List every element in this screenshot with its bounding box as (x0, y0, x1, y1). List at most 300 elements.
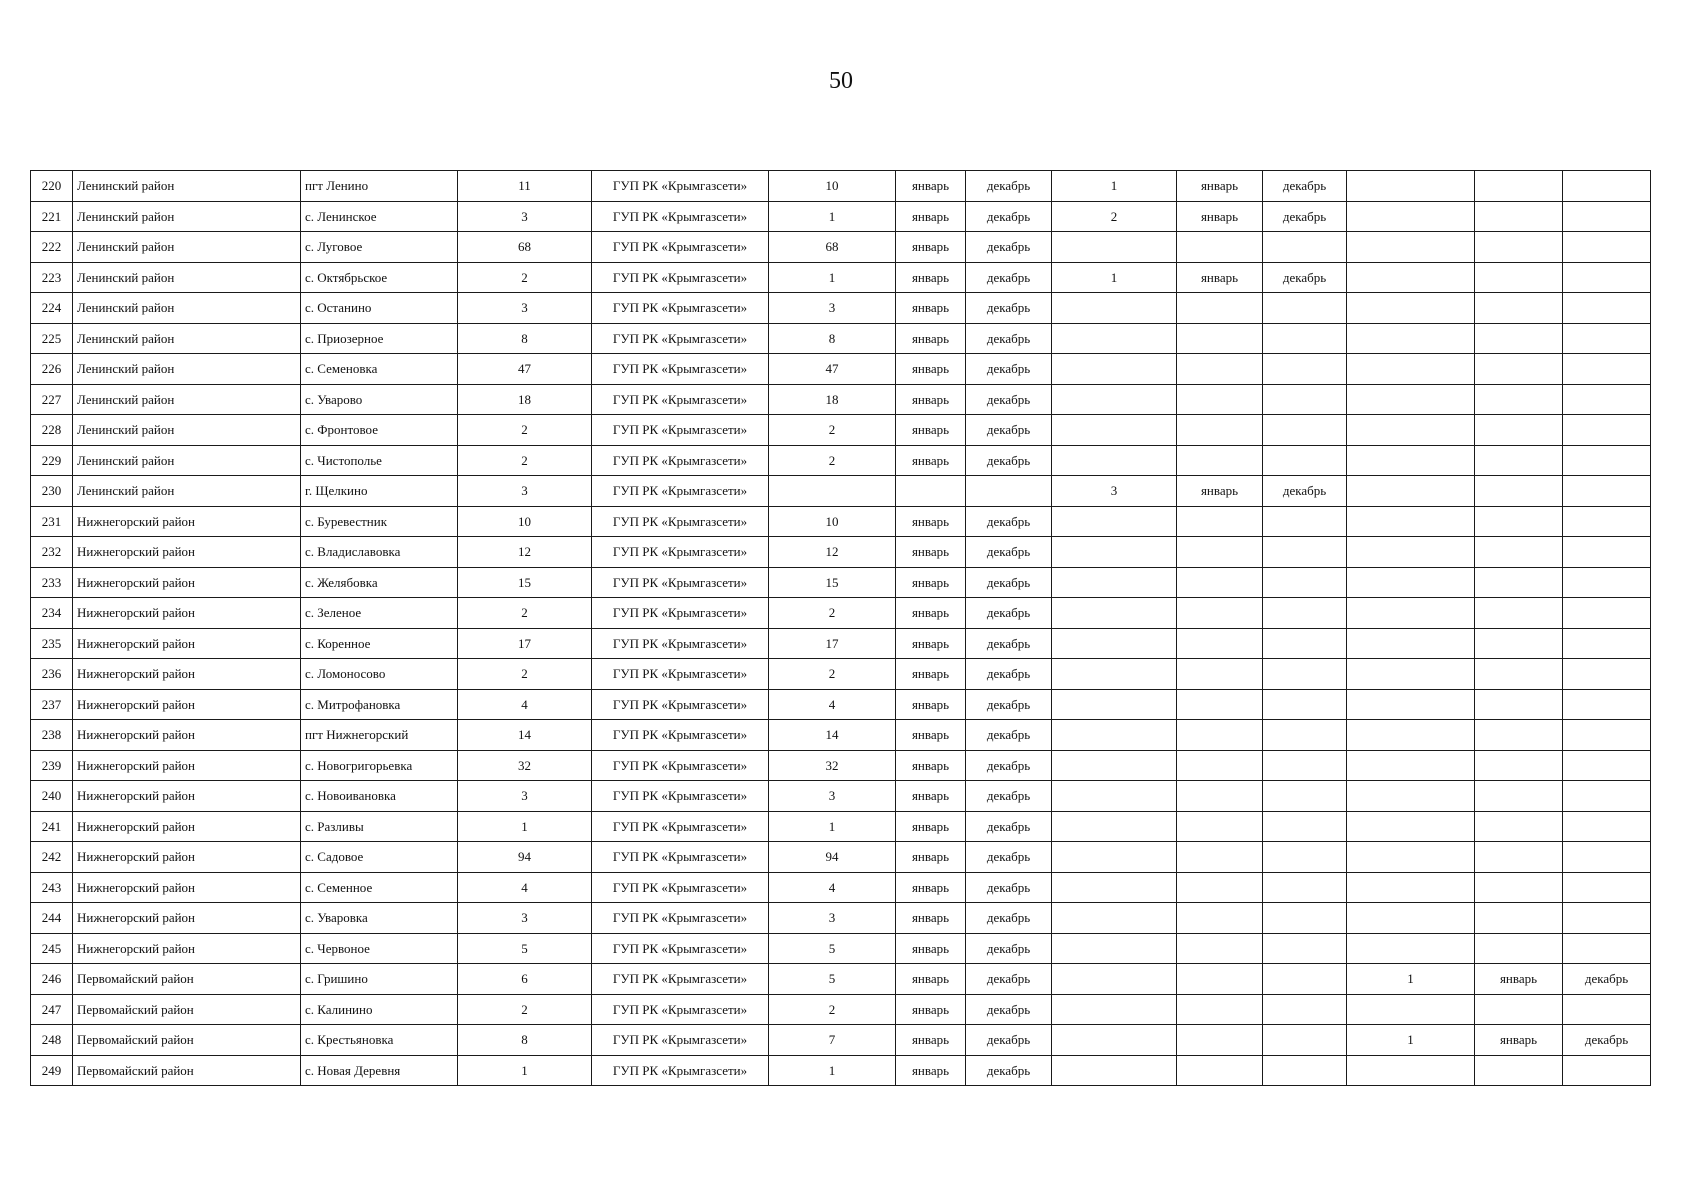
operator-cell: ГУП РК «Крымгазсети» (592, 293, 769, 324)
settlement-cell: пгт Ленино (301, 171, 458, 202)
end-month-a-cell: декабрь (966, 628, 1052, 659)
operator-cell: ГУП РК «Крымгазсети» (592, 750, 769, 781)
start-month-c-cell (1475, 262, 1563, 293)
start-month-b-cell: январь (1177, 201, 1263, 232)
start-month-a-cell: январь (896, 537, 966, 568)
table-row (31, 994, 1651, 1025)
table-row (31, 384, 1651, 415)
start-month-c-cell (1475, 689, 1563, 720)
district-cell: Первомайский район (73, 964, 301, 995)
district-cell: Ленинский район (73, 354, 301, 385)
end-month-c-cell (1563, 720, 1651, 751)
end-month-a-cell: декабрь (966, 201, 1052, 232)
count-b-cell (1052, 872, 1177, 903)
district-cell: Первомайский район (73, 1025, 301, 1056)
end-month-b-cell (1263, 933, 1347, 964)
district-cell: Нижнегорский район (73, 903, 301, 934)
count-c-cell (1347, 781, 1475, 812)
count-b-cell (1052, 964, 1177, 995)
end-month-b-cell (1263, 1055, 1347, 1086)
count-b-cell (1052, 933, 1177, 964)
count-a-cell: 1 (769, 1055, 896, 1086)
district-cell: Нижнегорский район (73, 598, 301, 629)
count-c-cell (1347, 720, 1475, 751)
operator-cell: ГУП РК «Крымгазсети» (592, 506, 769, 537)
count-a-cell: 14 (769, 720, 896, 751)
operator-cell: ГУП РК «Крымгазсети» (592, 262, 769, 293)
district-cell: Нижнегорский район (73, 659, 301, 690)
settlement-cell: пгт Нижнегорский (301, 720, 458, 751)
settlement-cell: с. Крестьяновка (301, 1025, 458, 1056)
end-month-b-cell (1263, 384, 1347, 415)
total-count-cell: 3 (458, 781, 592, 812)
operator-cell: ГУП РК «Крымгазсети» (592, 201, 769, 232)
count-a-cell: 3 (769, 781, 896, 812)
operator-cell: ГУП РК «Крымгазсети» (592, 659, 769, 690)
start-month-a-cell: январь (896, 445, 966, 476)
start-month-c-cell (1475, 354, 1563, 385)
count-b-cell (1052, 506, 1177, 537)
count-c-cell (1347, 811, 1475, 842)
district-cell: Нижнегорский район (73, 720, 301, 751)
table-row (31, 659, 1651, 690)
total-count-cell: 1 (458, 1055, 592, 1086)
start-month-a-cell: январь (896, 354, 966, 385)
start-month-b-cell: январь (1177, 171, 1263, 202)
end-month-c-cell (1563, 811, 1651, 842)
operator-cell: ГУП РК «Крымгазсети» (592, 872, 769, 903)
start-month-b-cell (1177, 445, 1263, 476)
operator-cell: ГУП РК «Крымгазсети» (592, 689, 769, 720)
operator-cell: ГУП РК «Крымгазсети» (592, 720, 769, 751)
table-row (31, 476, 1651, 507)
total-count-cell: 3 (458, 903, 592, 934)
count-c-cell (1347, 628, 1475, 659)
start-month-c-cell (1475, 323, 1563, 354)
end-month-a-cell: декабрь (966, 842, 1052, 873)
table-row (31, 506, 1651, 537)
settlement-cell: с. Семеновка (301, 354, 458, 385)
start-month-a-cell: январь (896, 1025, 966, 1056)
end-month-c-cell (1563, 323, 1651, 354)
count-c-cell (1347, 293, 1475, 324)
count-c-cell: 1 (1347, 1025, 1475, 1056)
end-month-b-cell (1263, 293, 1347, 324)
operator-cell: ГУП РК «Крымгазсети» (592, 903, 769, 934)
end-month-b-cell: декабрь (1263, 201, 1347, 232)
total-count-cell: 17 (458, 628, 592, 659)
table-row (31, 628, 1651, 659)
operator-cell: ГУП РК «Крымгазсети» (592, 1055, 769, 1086)
count-b-cell (1052, 903, 1177, 934)
start-month-c-cell (1475, 171, 1563, 202)
table-body (31, 171, 1651, 1086)
end-month-a-cell: декабрь (966, 903, 1052, 934)
end-month-a-cell: декабрь (966, 750, 1052, 781)
count-b-cell (1052, 659, 1177, 690)
total-count-cell: 14 (458, 720, 592, 751)
start-month-c-cell (1475, 872, 1563, 903)
count-b-cell: 1 (1052, 171, 1177, 202)
total-count-cell: 2 (458, 445, 592, 476)
operator-cell: ГУП РК «Крымгазсети» (592, 781, 769, 812)
count-a-cell: 1 (769, 262, 896, 293)
row-number-cell: 245 (31, 933, 73, 964)
operator-cell: ГУП РК «Крымгазсети» (592, 354, 769, 385)
end-month-a-cell: декабрь (966, 415, 1052, 446)
count-c-cell (1347, 689, 1475, 720)
row-number-cell: 229 (31, 445, 73, 476)
count-c-cell: 1 (1347, 964, 1475, 995)
table-row (31, 537, 1651, 568)
settlement-cell: с. Октябрьское (301, 262, 458, 293)
end-month-a-cell: декабрь (966, 567, 1052, 598)
end-month-b-cell (1263, 842, 1347, 873)
end-month-c-cell (1563, 842, 1651, 873)
total-count-cell: 2 (458, 659, 592, 690)
operator-cell: ГУП РК «Крымгазсети» (592, 445, 769, 476)
end-month-b-cell (1263, 232, 1347, 263)
total-count-cell: 10 (458, 506, 592, 537)
operator-cell: ГУП РК «Крымгазсети» (592, 537, 769, 568)
operator-cell: ГУП РК «Крымгазсети» (592, 598, 769, 629)
count-b-cell (1052, 811, 1177, 842)
start-month-b-cell (1177, 415, 1263, 446)
table-row (31, 232, 1651, 263)
row-number-cell: 228 (31, 415, 73, 446)
table-row (31, 842, 1651, 873)
end-month-a-cell: декабрь (966, 537, 1052, 568)
count-b-cell (1052, 750, 1177, 781)
start-month-c-cell (1475, 201, 1563, 232)
district-cell: Ленинский район (73, 201, 301, 232)
settlement-cell: с. Луговое (301, 232, 458, 263)
district-cell: Ленинский район (73, 445, 301, 476)
start-month-a-cell: январь (896, 262, 966, 293)
end-month-b-cell (1263, 415, 1347, 446)
table-row (31, 293, 1651, 324)
table-row (31, 689, 1651, 720)
district-cell: Нижнегорский район (73, 689, 301, 720)
count-b-cell (1052, 445, 1177, 476)
table-row (31, 720, 1651, 751)
start-month-a-cell: январь (896, 1055, 966, 1086)
district-cell: Ленинский район (73, 415, 301, 446)
count-c-cell (1347, 171, 1475, 202)
table-row (31, 262, 1651, 293)
start-month-c-cell (1475, 1055, 1563, 1086)
count-a-cell: 4 (769, 872, 896, 903)
count-a-cell: 1 (769, 201, 896, 232)
start-month-b-cell: январь (1177, 476, 1263, 507)
start-month-b-cell (1177, 1025, 1263, 1056)
end-month-a-cell: декабрь (966, 506, 1052, 537)
table-row (31, 598, 1651, 629)
start-month-b-cell (1177, 628, 1263, 659)
start-month-a-cell: январь (896, 323, 966, 354)
start-month-c-cell (1475, 903, 1563, 934)
end-month-b-cell (1263, 720, 1347, 751)
count-c-cell (1347, 476, 1475, 507)
end-month-b-cell (1263, 323, 1347, 354)
settlement-cell: с. Новогригорьевка (301, 750, 458, 781)
row-number-cell: 237 (31, 689, 73, 720)
end-month-c-cell (1563, 933, 1651, 964)
operator-cell: ГУП РК «Крымгазсети» (592, 811, 769, 842)
settlement-cell: с. Чистополье (301, 445, 458, 476)
count-b-cell (1052, 354, 1177, 385)
total-count-cell: 2 (458, 994, 592, 1025)
end-month-c-cell (1563, 171, 1651, 202)
row-number-cell: 240 (31, 781, 73, 812)
start-month-c-cell (1475, 232, 1563, 263)
row-number-cell: 247 (31, 994, 73, 1025)
settlement-cell: с. Калинино (301, 994, 458, 1025)
count-b-cell: 2 (1052, 201, 1177, 232)
end-month-a-cell: декабрь (966, 994, 1052, 1025)
start-month-c-cell (1475, 506, 1563, 537)
start-month-a-cell: январь (896, 171, 966, 202)
start-month-b-cell: январь (1177, 262, 1263, 293)
end-month-c-cell (1563, 232, 1651, 263)
count-a-cell: 47 (769, 354, 896, 385)
end-month-c-cell (1563, 476, 1651, 507)
start-month-a-cell: январь (896, 598, 966, 629)
count-a-cell: 3 (769, 293, 896, 324)
start-month-b-cell (1177, 354, 1263, 385)
settlement-cell: с. Буревестник (301, 506, 458, 537)
end-month-b-cell (1263, 872, 1347, 903)
row-number-cell: 241 (31, 811, 73, 842)
start-month-c-cell (1475, 811, 1563, 842)
district-cell: Ленинский район (73, 476, 301, 507)
row-number-cell: 223 (31, 262, 73, 293)
district-cell: Нижнегорский район (73, 750, 301, 781)
start-month-b-cell (1177, 384, 1263, 415)
count-a-cell: 18 (769, 384, 896, 415)
end-month-b-cell: декабрь (1263, 262, 1347, 293)
count-c-cell (1347, 201, 1475, 232)
total-count-cell: 11 (458, 171, 592, 202)
total-count-cell: 3 (458, 201, 592, 232)
start-month-c-cell (1475, 781, 1563, 812)
count-a-cell: 3 (769, 903, 896, 934)
end-month-c-cell (1563, 262, 1651, 293)
row-number-cell: 246 (31, 964, 73, 995)
count-b-cell (1052, 689, 1177, 720)
end-month-c-cell (1563, 659, 1651, 690)
count-c-cell (1347, 537, 1475, 568)
table-row (31, 323, 1651, 354)
row-number-cell: 230 (31, 476, 73, 507)
count-a-cell: 8 (769, 323, 896, 354)
start-month-b-cell (1177, 933, 1263, 964)
start-month-a-cell: январь (896, 750, 966, 781)
table-row (31, 567, 1651, 598)
count-a-cell: 4 (769, 689, 896, 720)
start-month-a-cell: январь (896, 903, 966, 934)
end-month-b-cell (1263, 445, 1347, 476)
count-a-cell: 7 (769, 1025, 896, 1056)
total-count-cell: 32 (458, 750, 592, 781)
start-month-c-cell (1475, 476, 1563, 507)
count-b-cell (1052, 537, 1177, 568)
table-row (31, 811, 1651, 842)
settlement-cell: с. Уваровка (301, 903, 458, 934)
count-a-cell: 15 (769, 567, 896, 598)
start-month-c-cell (1475, 293, 1563, 324)
start-month-c-cell (1475, 628, 1563, 659)
end-month-c-cell (1563, 903, 1651, 934)
count-a-cell: 5 (769, 964, 896, 995)
operator-cell: ГУП РК «Крымгазсети» (592, 567, 769, 598)
start-month-a-cell: январь (896, 293, 966, 324)
start-month-c-cell (1475, 842, 1563, 873)
count-b-cell: 1 (1052, 262, 1177, 293)
row-number-cell: 242 (31, 842, 73, 873)
end-month-c-cell (1563, 293, 1651, 324)
end-month-c-cell: декабрь (1563, 964, 1651, 995)
count-a-cell: 17 (769, 628, 896, 659)
settlement-cell: с. Гришино (301, 964, 458, 995)
row-number-cell: 222 (31, 232, 73, 263)
start-month-a-cell: январь (896, 842, 966, 873)
start-month-a-cell: январь (896, 232, 966, 263)
settlement-cell: с. Червоное (301, 933, 458, 964)
settlement-cell: с. Уварово (301, 384, 458, 415)
count-a-cell: 68 (769, 232, 896, 263)
total-count-cell: 4 (458, 689, 592, 720)
district-cell: Первомайский район (73, 994, 301, 1025)
district-cell: Нижнегорский район (73, 872, 301, 903)
district-cell: Нижнегорский район (73, 506, 301, 537)
operator-cell: ГУП РК «Крымгазсети» (592, 415, 769, 446)
count-c-cell (1347, 323, 1475, 354)
end-month-a-cell: декабрь (966, 445, 1052, 476)
total-count-cell: 68 (458, 232, 592, 263)
start-month-b-cell (1177, 750, 1263, 781)
district-cell: Нижнегорский район (73, 537, 301, 568)
count-c-cell (1347, 1055, 1475, 1086)
count-c-cell (1347, 994, 1475, 1025)
operator-cell: ГУП РК «Крымгазсети» (592, 232, 769, 263)
start-month-b-cell (1177, 598, 1263, 629)
count-b-cell (1052, 232, 1177, 263)
start-month-c-cell (1475, 659, 1563, 690)
row-number-cell: 227 (31, 384, 73, 415)
count-b-cell (1052, 628, 1177, 659)
end-month-a-cell: декабрь (966, 354, 1052, 385)
row-number-cell: 226 (31, 354, 73, 385)
end-month-a-cell: декабрь (966, 598, 1052, 629)
end-month-b-cell (1263, 689, 1347, 720)
start-month-b-cell (1177, 842, 1263, 873)
start-month-c-cell: январь (1475, 964, 1563, 995)
district-cell: Ленинский район (73, 323, 301, 354)
settlement-cell: с. Коренное (301, 628, 458, 659)
district-cell: Ленинский район (73, 262, 301, 293)
count-b-cell (1052, 323, 1177, 354)
count-b-cell (1052, 842, 1177, 873)
row-number-cell: 225 (31, 323, 73, 354)
count-a-cell: 2 (769, 659, 896, 690)
settlement-cell: с. Приозерное (301, 323, 458, 354)
count-c-cell (1347, 659, 1475, 690)
start-month-b-cell (1177, 811, 1263, 842)
end-month-a-cell: декабрь (966, 262, 1052, 293)
count-c-cell (1347, 903, 1475, 934)
end-month-a-cell: декабрь (966, 1025, 1052, 1056)
table-row (31, 781, 1651, 812)
settlement-cell: с. Владиславовка (301, 537, 458, 568)
start-month-a-cell: январь (896, 201, 966, 232)
count-c-cell (1347, 445, 1475, 476)
end-month-c-cell (1563, 689, 1651, 720)
district-cell: Нижнегорский район (73, 933, 301, 964)
start-month-c-cell (1475, 994, 1563, 1025)
page-number: 50 (829, 68, 853, 94)
total-count-cell: 8 (458, 323, 592, 354)
total-count-cell: 8 (458, 1025, 592, 1056)
table-row (31, 445, 1651, 476)
total-count-cell: 18 (458, 384, 592, 415)
settlement-cell: г. Щелкино (301, 476, 458, 507)
settlement-cell: с. Семенное (301, 872, 458, 903)
district-cell: Нижнегорский район (73, 781, 301, 812)
start-month-a-cell: январь (896, 567, 966, 598)
table-row (31, 1055, 1651, 1086)
start-month-a-cell: январь (896, 415, 966, 446)
total-count-cell: 2 (458, 598, 592, 629)
count-b-cell (1052, 994, 1177, 1025)
end-month-c-cell (1563, 445, 1651, 476)
count-c-cell (1347, 567, 1475, 598)
settlement-cell: с. Новая Деревня (301, 1055, 458, 1086)
row-number-cell: 234 (31, 598, 73, 629)
count-a-cell: 2 (769, 994, 896, 1025)
operator-cell: ГУП РК «Крымгазсети» (592, 384, 769, 415)
operator-cell: ГУП РК «Крымгазсети» (592, 628, 769, 659)
row-number-cell: 231 (31, 506, 73, 537)
table-row (31, 933, 1651, 964)
table-row (31, 750, 1651, 781)
total-count-cell: 4 (458, 872, 592, 903)
row-number-cell: 248 (31, 1025, 73, 1056)
operator-cell: ГУП РК «Крымгазсети» (592, 994, 769, 1025)
table-row (31, 354, 1651, 385)
end-month-c-cell (1563, 506, 1651, 537)
count-c-cell (1347, 232, 1475, 263)
district-cell: Нижнегорский район (73, 567, 301, 598)
end-month-a-cell: декабрь (966, 659, 1052, 690)
start-month-b-cell (1177, 781, 1263, 812)
end-month-a-cell: декабрь (966, 781, 1052, 812)
operator-cell: ГУП РК «Крымгазсети» (592, 171, 769, 202)
end-month-b-cell (1263, 750, 1347, 781)
start-month-b-cell (1177, 689, 1263, 720)
district-cell: Ленинский район (73, 171, 301, 202)
settlement-cell: с. Ленинское (301, 201, 458, 232)
end-month-c-cell (1563, 1055, 1651, 1086)
end-month-c-cell (1563, 750, 1651, 781)
operator-cell: ГУП РК «Крымгазсети» (592, 476, 769, 507)
operator-cell: ГУП РК «Крымгазсети» (592, 933, 769, 964)
settlement-cell: с. Фронтовое (301, 415, 458, 446)
end-month-c-cell (1563, 598, 1651, 629)
start-month-b-cell (1177, 293, 1263, 324)
end-month-b-cell (1263, 811, 1347, 842)
total-count-cell: 6 (458, 964, 592, 995)
